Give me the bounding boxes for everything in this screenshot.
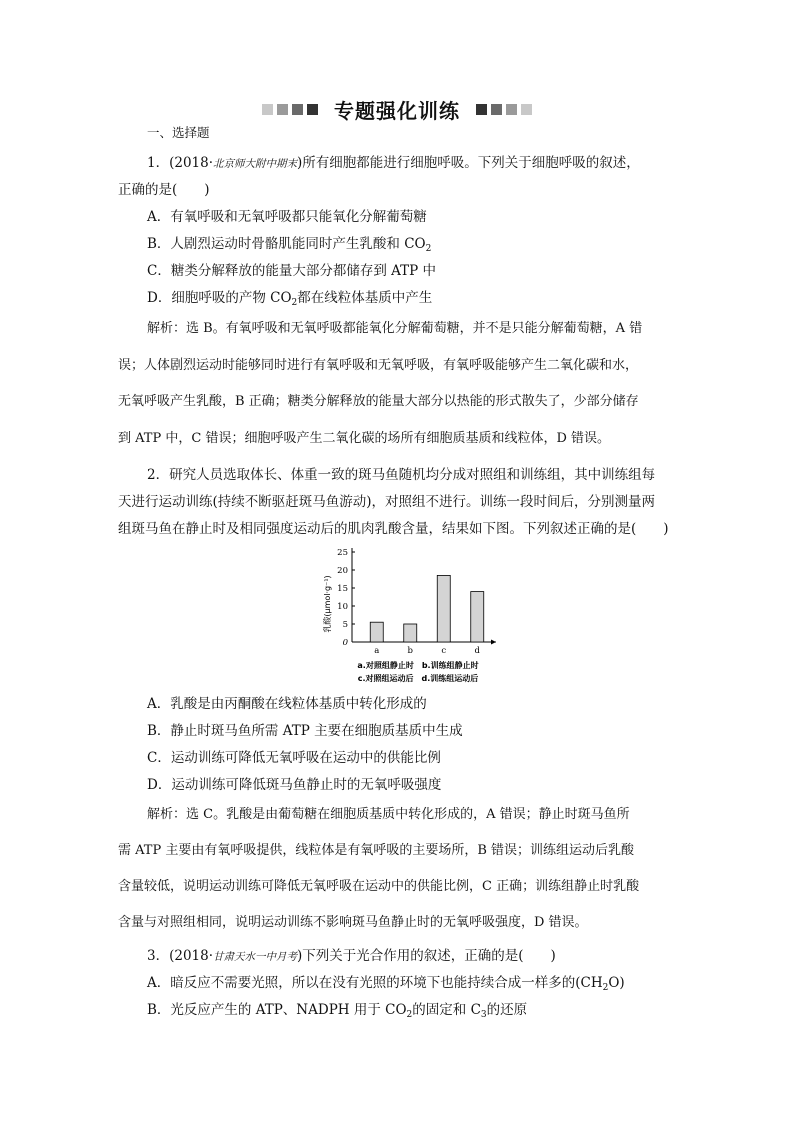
q2-option-a: A．乳酸是由丙酮酸在线粒体基质中转化形成的 [147,696,427,712]
q3-stem-text: )下列关于光合作用的叙述，正确的是( ) [297,948,556,964]
q1-stem-a: )所有细胞都能进行细胞呼吸。下列关于细胞呼吸的叙述， [297,155,640,171]
title-left-square [292,104,303,115]
q2-option-c: C．运动训练可降低无氧呼吸在运动中的供能比例 [147,750,441,766]
q1-option-b-text: B．人剧烈运动时骨骼肌能同时产生乳酸和 CO [147,236,426,252]
q3-option-a [147,974,625,992]
q2-option-d: D．运动训练可降低斑马鱼静止时的无氧呼吸强度 [147,777,442,793]
q3-option-a-post: O) [608,975,625,991]
chart-y-tick-label: 20 [337,566,348,576]
chart-bar-b [404,624,417,642]
q1-option-a: A．有氧呼吸和无氧呼吸都只能氧化分解葡萄糖 [147,209,427,225]
title-right-square [476,104,487,115]
q1-stem-line-2: 正确的是( ) [118,182,210,198]
q3-option-b-mid: 的固定和 C [412,1002,481,1018]
q3-option-b-post: 的还原 [486,1002,528,1018]
chart-bar-d [471,592,484,642]
q1-source: 北京师大附中期末 [213,158,298,170]
q1-option-b [147,235,431,253]
q3-option-b [147,1001,527,1019]
title-left-square [307,104,318,115]
chart-ylabel: 乳酸(μmol·g⁻¹) [323,575,332,633]
section-heading: 一、选择题 [147,125,210,140]
q1-option-d-text: D．细胞呼吸的产物 CO [147,290,292,306]
q2-answer-line-3: 含量较低，说明运动训练可降低无氧呼吸在运动中的供能比例，C 正确；训练组静止时乳酸 [118,879,640,894]
chart-x-tick-label-b: b [407,646,413,656]
q2-answer-line-4: 含量与对照组相同，说明运动训练不影响斑马鱼静止时的无氧呼吸强度，D 错误。 [118,915,588,930]
q3-option-a-sub: 2 [602,983,609,993]
q2-stem-line-1: 2．研究人员选取体长、体重一致的斑马鱼随机均分成对照组和训练组，其中训练组每 [147,467,656,483]
q3-option-b-sub1: 2 [406,1010,413,1020]
chart-svg [318,542,518,690]
title-right-square [521,104,532,115]
q2-option-b: B．静止时斑马鱼所需 ATP 主要在细胞质基质中生成 [147,723,463,739]
lactic-acid-chart [318,542,518,690]
q2-answer-line-1: 解析：选 C。乳酸是由葡萄糖在细胞质基质中转化形成的，A 错误；静止时斑马鱼所 [147,807,630,822]
q1-answer-line-3: 无氧呼吸产生乳酸，B 正确；糖类分解释放的能量大部分以热能的形式散失了，少部分储存 [118,394,639,409]
chart-bar-a [370,622,383,642]
chart-bar-c [437,575,450,642]
chart-y-tick-label: 0 [342,638,348,648]
chart-legend-line-1: a.对照组静止时 b.训练组静止时 [357,661,479,670]
q3-option-b-text: B．光反应产生的 ATP、NADPH 用于 CO [147,1002,407,1018]
page-title: 专题强化训练 [334,98,460,123]
q1-option-d [147,289,432,307]
q1-lead: 1．(2018· [147,155,214,171]
chart-x-tick-label-c: c [441,646,447,656]
chart-x-tick-label-d: d [474,646,480,656]
q3-stem [147,947,556,966]
q3-source: 甘肃天水一中月考 [213,951,298,963]
q2-stem-line-2: 天进行运动训练(持续不断驱赶斑马鱼游动)，对照组不进行。训练一段时间后，分别测量两 [118,494,656,510]
q1-stem-line-1 [147,154,640,173]
chart-x-arrow [491,640,496,645]
q1-answer-line-2: 误；人体剧烈运动时能够同时进行有氧呼吸和无氧呼吸，有氧呼吸能够产生二氧化碳和水， [118,358,639,373]
title-bar [0,96,794,122]
q1-answer-line-1: 解析：选 B。有氧呼吸和无氧呼吸都能氧化分解葡萄糖，并不是只能分解葡萄糖，A 错 [147,321,643,336]
chart-x-tick-label-a: a [374,646,380,656]
chart-y-tick-label: 5 [342,620,348,630]
q1-option-c: C．糖类分解释放的能量大部分都储存到 ATP 中 [147,263,437,279]
q3-option-b-sub2: 3 [480,1010,487,1020]
title-left-square [262,104,273,115]
chart-y-tick-label: 10 [337,602,348,612]
chart-y-tick-label: 25 [337,548,348,558]
q3-lead: 3．(2018· [147,948,214,964]
q2-stem-line-3: 组斑马鱼在静止时及相同强度运动后的肌肉乳酸含量，结果如下图。下列叙述正确的是( ) [118,521,669,537]
title-right-square [491,104,502,115]
q3-option-a-text: A．暗反应不需要光照，所以在没有光照的环境下也能持续合成一样多的(CH [147,975,603,991]
q1-answer-line-4: 到 ATP 中，C 错误；细胞呼吸产生二氧化碳的场所有细胞质基质和线粒体，D 错误。 [118,431,610,446]
q1-option-d-post: 都在线粒体基质中产生 [297,290,433,306]
q2-answer-line-2: 需 ATP 主要由有氧呼吸提供，线粒体是有氧呼吸的主要场所，B 错误；训练组运动后乳酸 [118,843,635,858]
chart-y-tick-label: 15 [337,584,348,594]
title-right-square [506,104,517,115]
q1-option-d-sub: 2 [291,298,298,308]
q1-option-b-sub: 2 [425,244,432,254]
chart-legend-line-2: c.对照组运动后 d.训练组运动后 [357,674,479,683]
left-squares [260,100,320,119]
right-squares [474,100,534,119]
title-left-square [277,104,288,115]
